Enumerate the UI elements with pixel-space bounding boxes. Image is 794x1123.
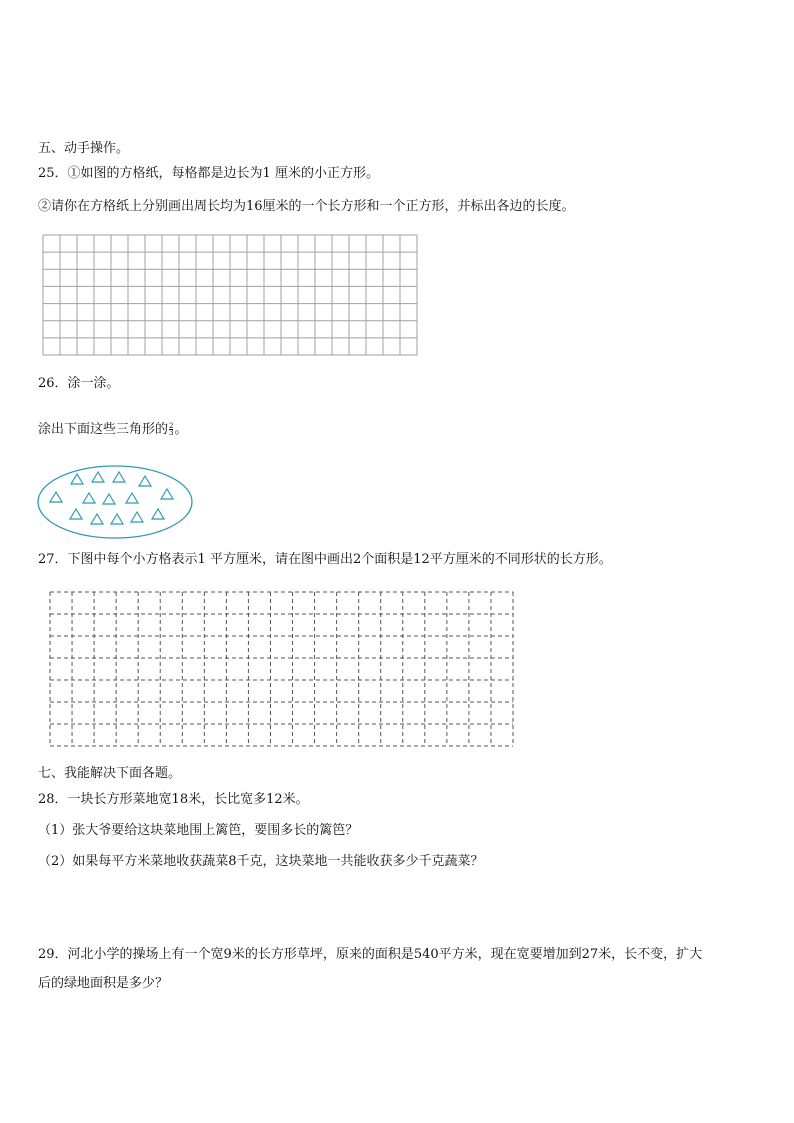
fraction-denominator: 3	[169, 429, 174, 437]
triangle	[50, 492, 62, 502]
triangle	[113, 472, 125, 482]
fraction-two-thirds	[169, 423, 173, 436]
triangle	[71, 474, 83, 484]
triangle	[92, 472, 104, 482]
question-25-line-2: ②请你在方格纸上分别画出周长均为16厘米的一个长方形和一个正方形，并标出各边的长度。	[38, 199, 575, 214]
fraction-numerator: 2	[169, 422, 174, 430]
question-25-line-1: 25．①如图的方格纸，每格都是边长为1 厘米的小正方形。	[38, 166, 379, 181]
question-26-text: 涂出下面这些三角形的	[38, 422, 169, 437]
triangle	[131, 512, 143, 522]
question-28-part-2: （2）如果每平方米菜地收获蔬菜8千克，这块菜地一共能收获多少千克蔬菜？	[38, 854, 484, 869]
question-26-title: 26．涂一涂。	[38, 376, 120, 391]
square-grid-paper	[42, 234, 418, 356]
triangle	[139, 476, 151, 486]
triangle	[91, 514, 103, 524]
question-27-text: 27．下图中每个小方格表示1 平方厘米，请在图中画出2个面积是12平方厘米的不同形状的长方形。	[38, 552, 612, 567]
triangles-oval-figure	[37, 464, 197, 540]
section-five-heading: 五、动手操作。	[38, 141, 130, 156]
triangle	[161, 489, 173, 499]
question-29-line-1: 29．河北小学的操场上有一个宽9米的长方形草坪，原来的面积是540平方米，现在宽要增加到27米，长不变，扩大	[38, 947, 703, 962]
triangle	[103, 494, 115, 504]
section-seven-heading: 七、我能解决下面各题。	[38, 766, 182, 781]
triangle	[111, 514, 123, 524]
dashed-grid	[49, 591, 514, 747]
triangle	[83, 493, 95, 503]
question-28-text: 28．一块长方形菜地宽18米，长比宽多12米。	[38, 792, 309, 807]
question-29-line-2: 后的绿地面积是多少？	[38, 976, 169, 991]
question-26-instruction	[38, 421, 188, 439]
question-28-part-1: （1）张大爷要给这块菜地围上篱笆，要围多长的篱笆？	[38, 823, 359, 838]
triangle	[126, 493, 138, 503]
question-26-period: 。	[174, 422, 188, 437]
triangle	[152, 509, 164, 519]
triangle	[70, 509, 82, 519]
